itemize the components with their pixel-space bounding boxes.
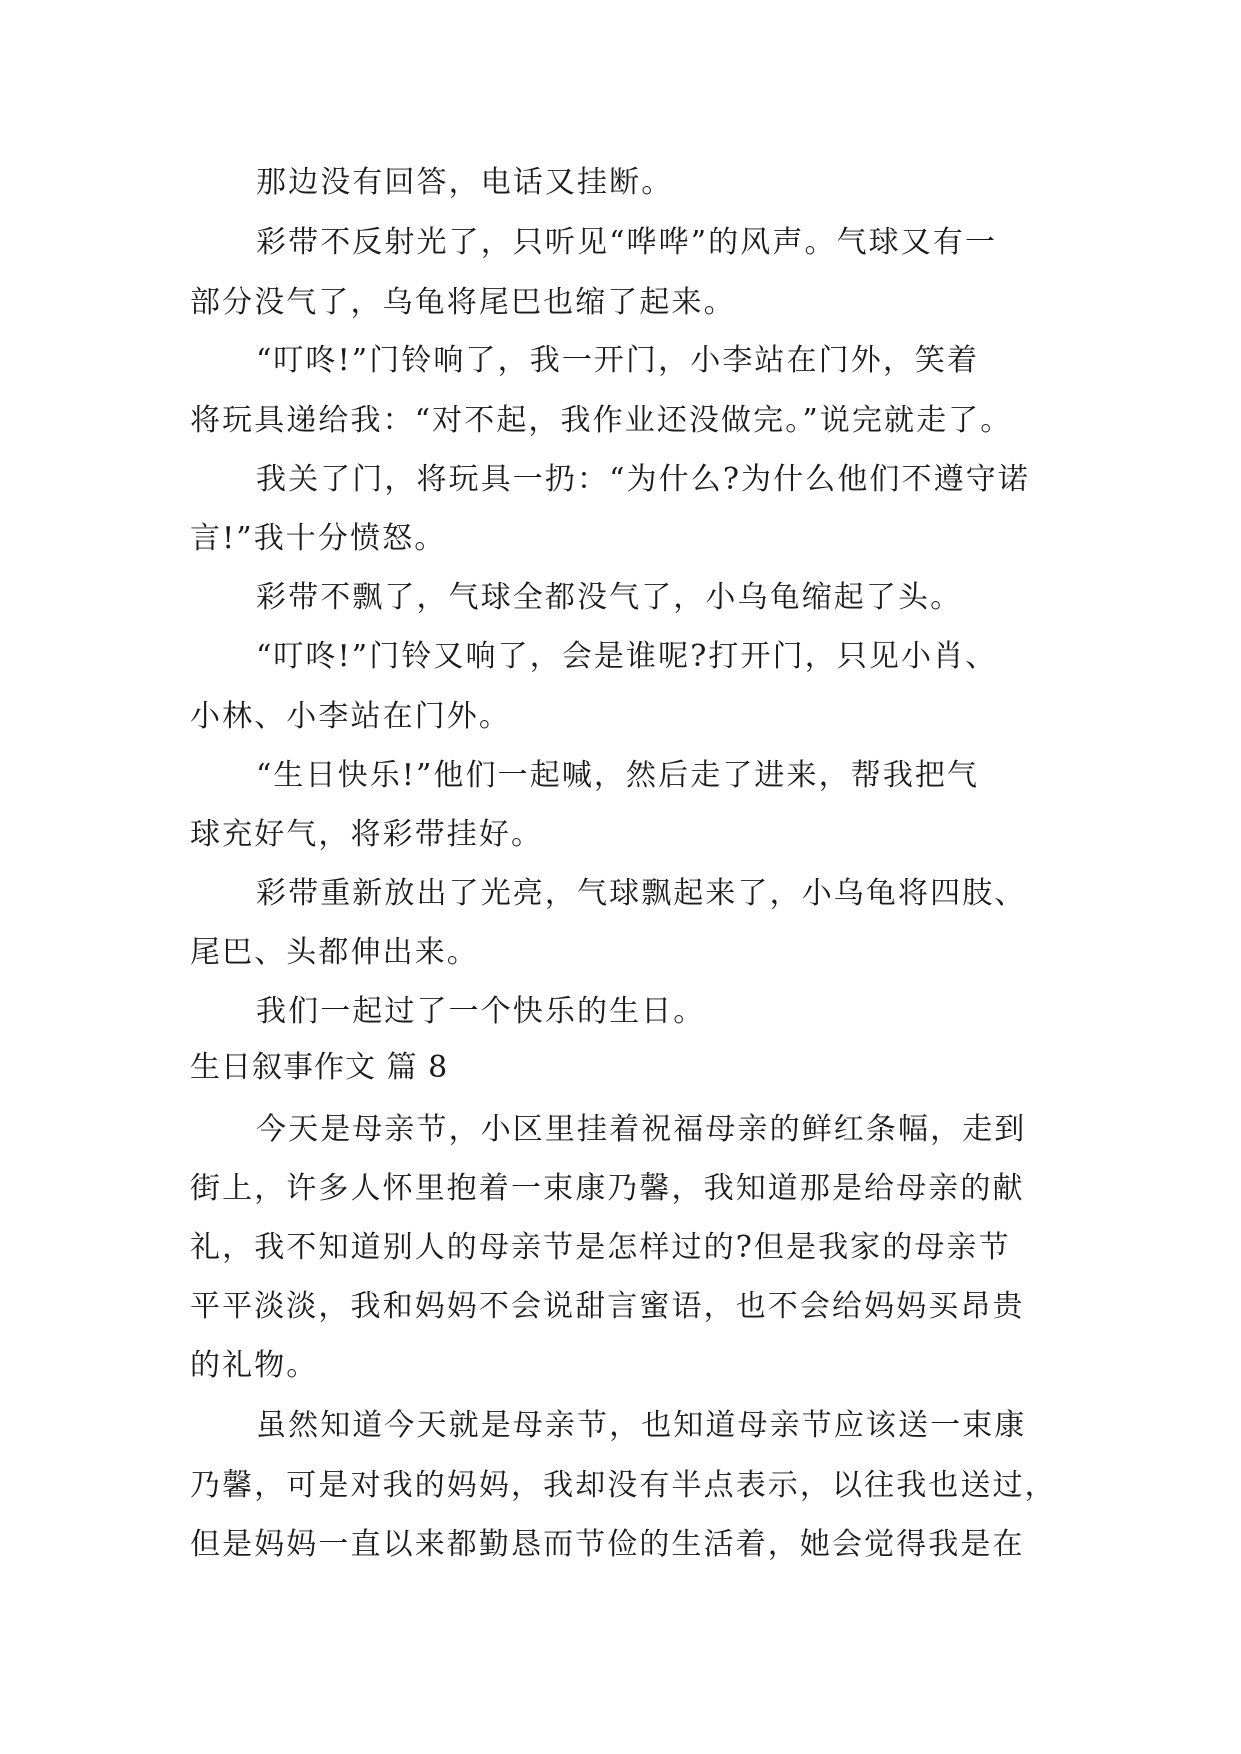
paragraph-line: 的礼物。 — [190, 1348, 319, 1383]
paragraph-line: 虽然知道今天就是母亲节，也知道母亲节应该送一束康 — [256, 1408, 1027, 1443]
paragraph-line: 今天是母亲节，小区里挂着祝福母亲的鲜红条幅，走到 — [256, 1112, 1027, 1147]
paragraph-line: “叮咚!”门铃又响了，会是谁呢?打开门，只见小肖、 — [256, 639, 998, 674]
paragraph-line: 彩带重新放出了光亮，气球飘起来了，小乌龟将四肢、 — [256, 876, 1027, 911]
paragraph-line: 但是妈妈一直以来都勤恳而节俭的生活着，她会觉得我是在 — [190, 1527, 1025, 1562]
section-heading: 生日叙事作文 篇 8 — [190, 1050, 449, 1085]
paragraph-line: 我关了门，将玩具一扔：“为什么?为什么他们不遵守诺 — [256, 462, 1030, 497]
paragraph-line: 街上，许多人怀里抱着一束康乃馨，我知道那是给母亲的献 — [190, 1171, 1025, 1206]
paragraph-line: 礼，我不知道别人的母亲节是怎样过的?但是我家的母亲节 — [190, 1230, 1011, 1265]
paragraph-line: 彩带不反射光了，只听见“哗哗”的风声。气球又有一 — [256, 225, 998, 260]
paragraph-line: 部分没气了，乌龟将尾巴也缩了起来。 — [190, 285, 736, 320]
paragraph-line: 球充好气，将彩带挂好。 — [190, 817, 544, 852]
paragraph-line: 尾巴、头都伸出来。 — [190, 935, 479, 970]
paragraph-line: 将玩具递给我：“对不起，我作业还没做完。”说完就走了。 — [190, 403, 1013, 438]
paragraph-line: 乃馨，可是对我的妈妈，我却没有半点表示，以往我也送过， — [190, 1468, 1057, 1503]
paragraph-line: 平平淡淡，我和妈妈不会说甜言蜜语，也不会给妈妈买昂贵 — [190, 1289, 1025, 1324]
paragraph-line: 那边没有回答，电话又挂断。 — [256, 165, 674, 200]
paragraph-line: “生日快乐!”他们一起喊，然后走了进来，帮我把气 — [256, 758, 980, 793]
paragraph-line: 言!”我十分愤怒。 — [190, 521, 447, 556]
paragraph-line: 小林、小李站在门外。 — [190, 699, 511, 734]
paragraph-line: 彩带不飘了，气球全都没气了，小乌龟缩起了头。 — [256, 580, 963, 615]
paragraph-line: “叮咚!”门铃响了，我一开门，小李站在门外，笑着 — [256, 343, 980, 378]
paragraph-line: 我们一起过了一个快乐的生日。 — [256, 994, 706, 1029]
